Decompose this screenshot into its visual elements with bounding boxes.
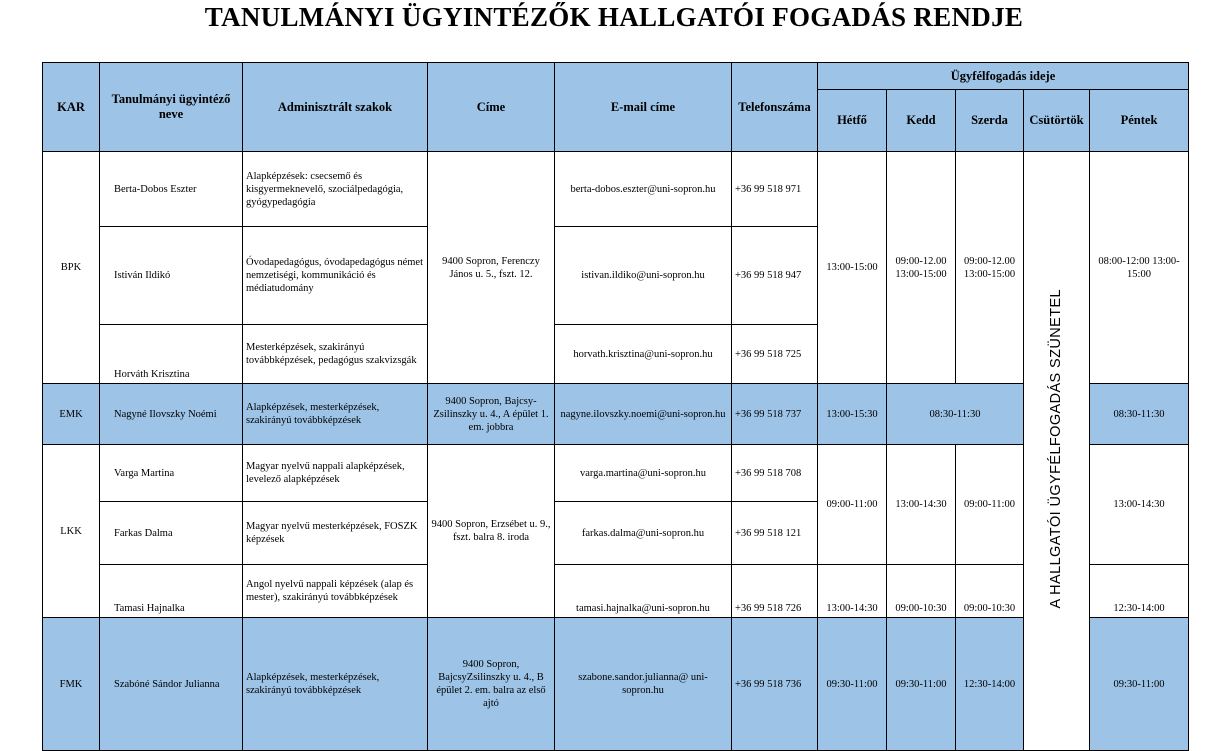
email-cell: tamasi.hajnalka@uni-sopron.hu xyxy=(555,565,732,618)
table-row xyxy=(43,152,1189,227)
table-row xyxy=(43,618,1189,751)
thursday-closed-cell xyxy=(1024,152,1090,751)
header-day-friday: Péntek xyxy=(1090,90,1189,152)
header-day-tuesday: Kedd xyxy=(887,90,956,152)
email-cell: farkas.dalma@uni-sopron.hu xyxy=(555,502,732,565)
hours-monday: 09:30-11:00 xyxy=(818,618,887,751)
hours-tuesday: 09:00-12.00 13:00-15:00 xyxy=(887,152,956,384)
kar-cell: EMK xyxy=(43,384,100,445)
hours-wednesday: 09:00-10:30 xyxy=(956,565,1024,618)
hours-tuesday: 09:00-10:30 xyxy=(887,565,956,618)
table-row xyxy=(43,384,1189,445)
email-cell: berta-dobos.eszter@uni-sopron.hu xyxy=(555,152,732,227)
hours-friday: 13:00-14:30 xyxy=(1090,445,1189,565)
hours-monday: 13:00-15:00 xyxy=(818,152,887,384)
hours-friday: 08:00-12:00 13:00-15:00 xyxy=(1090,152,1189,384)
phone-cell: +36 99 518 121 xyxy=(732,502,818,565)
staff-name: Tamasi Hajnalka xyxy=(100,565,243,618)
staff-name: Nagyné Ilovszky Noémi xyxy=(100,384,243,445)
table-row xyxy=(43,565,1189,618)
hours-tuesday-wednesday: 08:30-11:30 xyxy=(887,384,1024,445)
page-title: TANULMÁNYI ÜGYINTÉZŐK HALLGATÓI FOGADÁS RENDJE xyxy=(204,2,1024,32)
header-day-monday: Hétfő xyxy=(818,90,887,152)
reception-schedule-table xyxy=(42,62,1189,751)
kar-cell: FMK xyxy=(43,618,100,751)
majors-cell: Mesterképzések, szakirányú továbbképzések, pedagógus szakvizsgák xyxy=(243,325,428,384)
header-address: Címe xyxy=(428,63,555,152)
thursday-closed-note: A HALLGATÓI ÜGYFÉLFOGADÁS SZÜNETEL xyxy=(1048,289,1064,609)
hours-wednesday: 09:00-11:00 xyxy=(956,445,1024,565)
kar-cell: LKK xyxy=(43,445,100,618)
address-cell: 9400 Sopron, Ferenczy János u. 5., fszt. 12. xyxy=(428,152,555,384)
header-day-thursday: Csütörtök xyxy=(1024,90,1090,152)
majors-cell: Magyar nyelvű mesterképzések, FOSZK képzések xyxy=(243,502,428,565)
staff-name: Szabóné Sándor Julianna xyxy=(100,618,243,751)
address-cell: 9400 Sopron, Erzsébet u. 9., fszt. balra 8. iroda xyxy=(428,445,555,618)
phone-cell: +36 99 518 726 xyxy=(732,565,818,618)
header-kar: KAR xyxy=(43,63,100,152)
phone-cell: +36 99 518 736 xyxy=(732,618,818,751)
header-reception-hours: Ügyfélfogadás ideje xyxy=(818,63,1189,90)
staff-name: Istiván Ildikó xyxy=(100,227,243,325)
email-cell: varga.martina@uni-sopron.hu xyxy=(555,445,732,502)
hours-wednesday: 09:00-12.00 13:00-15:00 xyxy=(956,152,1024,384)
kar-cell: BPK xyxy=(43,152,100,384)
header-email: E-mail címe xyxy=(555,63,732,152)
table-row xyxy=(43,445,1189,502)
majors-cell: Magyar nyelvű nappali alapképzések, levelező alapképzések xyxy=(243,445,428,502)
email-cell: horvath.krisztina@uni-sopron.hu xyxy=(555,325,732,384)
majors-cell: Angol nyelvű nappali képzések (alap és mester), szakirányú továbbképzések xyxy=(243,565,428,618)
address-cell: 9400 Sopron, Bajcsy-Zsilinszky u. 4., A épület 1. em. jobbra xyxy=(428,384,555,445)
phone-cell: +36 99 518 725 xyxy=(732,325,818,384)
address-cell: 9400 Sopron, BajcsyZsilinszky u. 4., B épület 2. em. balra az első ajtó xyxy=(428,618,555,751)
majors-cell: Alapképzések: csecsemő és kisgyermeknevelő, szociálpedagógia, gyógypedagógia xyxy=(243,152,428,227)
hours-tuesday: 13:00-14:30 xyxy=(887,445,956,565)
majors-cell: Alapképzések, mesterképzések, szakirányú továbbképzések xyxy=(243,384,428,445)
staff-name: Berta-Dobos Eszter xyxy=(100,152,243,227)
staff-name: Farkas Dalma xyxy=(100,502,243,565)
header-majors: Adminisztrált szakok xyxy=(243,63,428,152)
phone-cell: +36 99 518 708 xyxy=(732,445,818,502)
hours-friday: 09:30-11:00 xyxy=(1090,618,1189,751)
header-phone: Telefonszáma xyxy=(732,63,818,152)
header-name: Tanulmányi ügyintéző neve xyxy=(100,63,243,152)
email-cell: nagyne.ilovszky.noemi@uni-sopron.hu xyxy=(555,384,732,445)
hours-tuesday: 09:30-11:00 xyxy=(887,618,956,751)
majors-cell: Óvodapedagógus, óvodapedagógus német nemzetiségi, kommunikáció és médiatudomány xyxy=(243,227,428,325)
phone-cell: +36 99 518 947 xyxy=(732,227,818,325)
email-cell: szabone.sandor.julianna@ uni-sopron.hu xyxy=(555,618,732,751)
hours-friday: 12:30-14:00 xyxy=(1090,565,1189,618)
email-cell: istivan.ildiko@uni-sopron.hu xyxy=(555,227,732,325)
hours-wednesday: 12:30-14:00 xyxy=(956,618,1024,751)
hours-friday: 08:30-11:30 xyxy=(1090,384,1189,445)
staff-name: Varga Martina xyxy=(100,445,243,502)
phone-cell: +36 99 518 737 xyxy=(732,384,818,445)
staff-name: Horváth Krisztina xyxy=(100,325,243,384)
phone-cell: +36 99 518 971 xyxy=(732,152,818,227)
hours-monday: 09:00-11:00 xyxy=(818,445,887,565)
hours-monday: 13:00-15:30 xyxy=(818,384,887,445)
hours-monday: 13:00-14:30 xyxy=(818,565,887,618)
header-day-wednesday: Szerda xyxy=(956,90,1024,152)
majors-cell: Alapképzések, mesterképzések, szakirányú továbbképzések xyxy=(243,618,428,751)
